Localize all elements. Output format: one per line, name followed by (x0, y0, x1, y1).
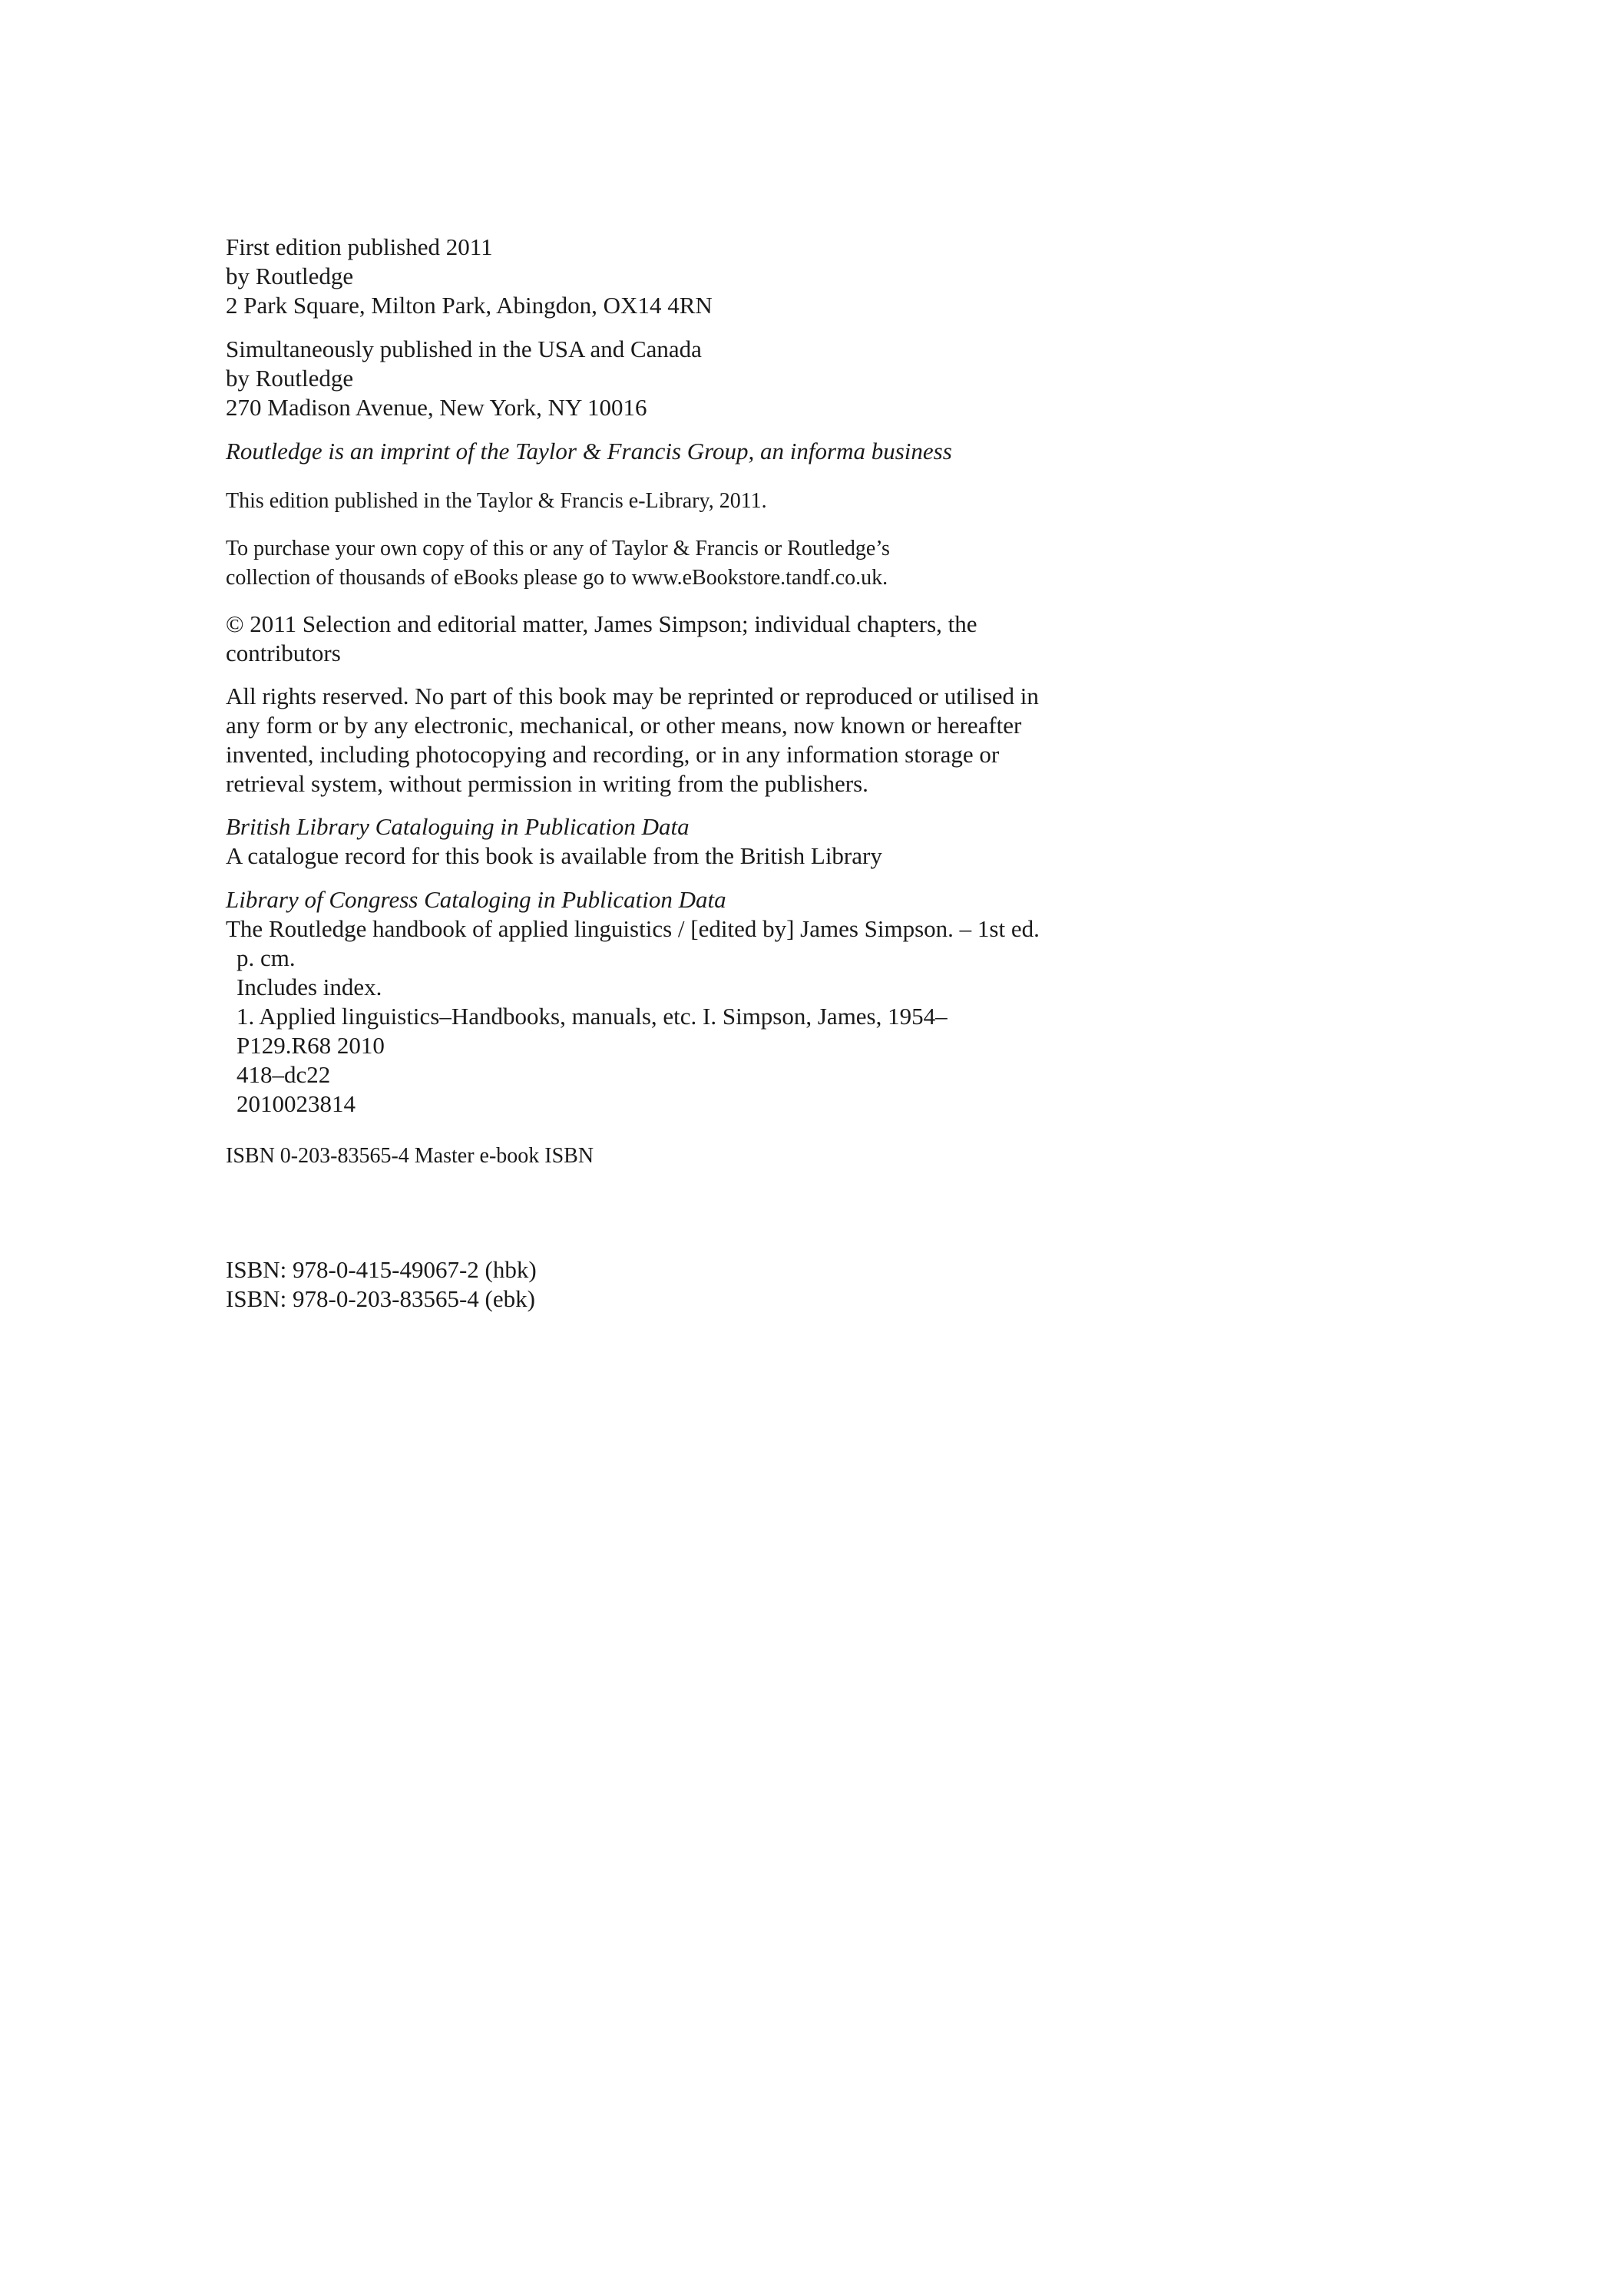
loc-line-5: P129.R68 2010 (236, 1032, 385, 1059)
isbn-ebk: ISBN: 978-0-203-83565-4 (ebk) (226, 1285, 535, 1312)
purchase-info (226, 534, 1301, 593)
british-library-heading: British Library Cataloguing in Publication Data (226, 813, 690, 840)
isbn-list (226, 1255, 1301, 1314)
loc-data (226, 885, 1301, 1119)
purchase-line-1: To purchase your own copy of this or any of Taylor & Francis or Routledge’s (226, 537, 890, 560)
isbn-hbk: ISBN: 978-0-415-49067-2 (hbk) (226, 1256, 537, 1283)
rights-line-3: invented, including photocopying and recording, or in any information storage or (226, 741, 1000, 768)
loc-line-3: Includes index. (236, 974, 382, 1000)
rights-line-2: any form or by any electronic, mechanical, or other means, now known or hereafter (226, 712, 1022, 739)
publication-line-1: First edition published 2011 (226, 233, 493, 260)
usa-line-2: by Routledge (226, 365, 354, 392)
usa-publication-info (226, 335, 1301, 422)
usa-line-1: Simultaneously published in the USA and Canada (226, 336, 702, 362)
rights-statement (226, 682, 1301, 798)
copyright-line-1: © 2011 Selection and editorial matter, James Simpson; individual chapters, the (226, 610, 977, 637)
usa-line-3: 270 Madison Avenue, New York, NY 10016 (226, 394, 647, 421)
british-library-text: A catalogue record for this book is available from the British Library (226, 842, 882, 869)
loc-line-4: 1. Applied linguistics–Handbooks, manuals, etc. I. Simpson, James, 1954– (236, 1003, 948, 1030)
loc-line-7: 2010023814 (236, 1090, 356, 1117)
publication-info (226, 233, 1301, 320)
copyright-notice (226, 610, 1301, 668)
publication-line-2: by Routledge (226, 263, 354, 289)
british-library-data (226, 812, 1301, 871)
loc-line-1: The Routledge handbook of applied linguistics / [edited by] James Simpson. – 1st ed. (226, 915, 1040, 942)
imprint-statement: Routledge is an imprint of the Taylor & Francis Group, an informa business (226, 438, 952, 465)
purchase-line-2: collection of thousands of eBooks please go to www.eBookstore.tandf.co.uk. (226, 566, 888, 590)
loc-heading: Library of Congress Cataloging in Publication Data (226, 886, 726, 913)
master-isbn: ISBN 0-203-83565-4 Master e-book ISBN (226, 1144, 594, 1168)
loc-line-2: p. cm. (236, 944, 296, 971)
publication-line-3: 2 Park Square, Milton Park, Abingdon, OX14 4RN (226, 292, 713, 319)
elibrary-statement: This edition published in the Taylor & Francis e-Library, 2011. (226, 489, 767, 513)
rights-line-4: retrieval system, without permission in writing from the publishers. (226, 770, 868, 797)
loc-line-6: 418–dc22 (236, 1061, 331, 1088)
copyright-line-2: contributors (226, 640, 341, 666)
rights-line-1: All rights reserved. No part of this book may be reprinted or reproduced or utilised in (226, 683, 1039, 709)
